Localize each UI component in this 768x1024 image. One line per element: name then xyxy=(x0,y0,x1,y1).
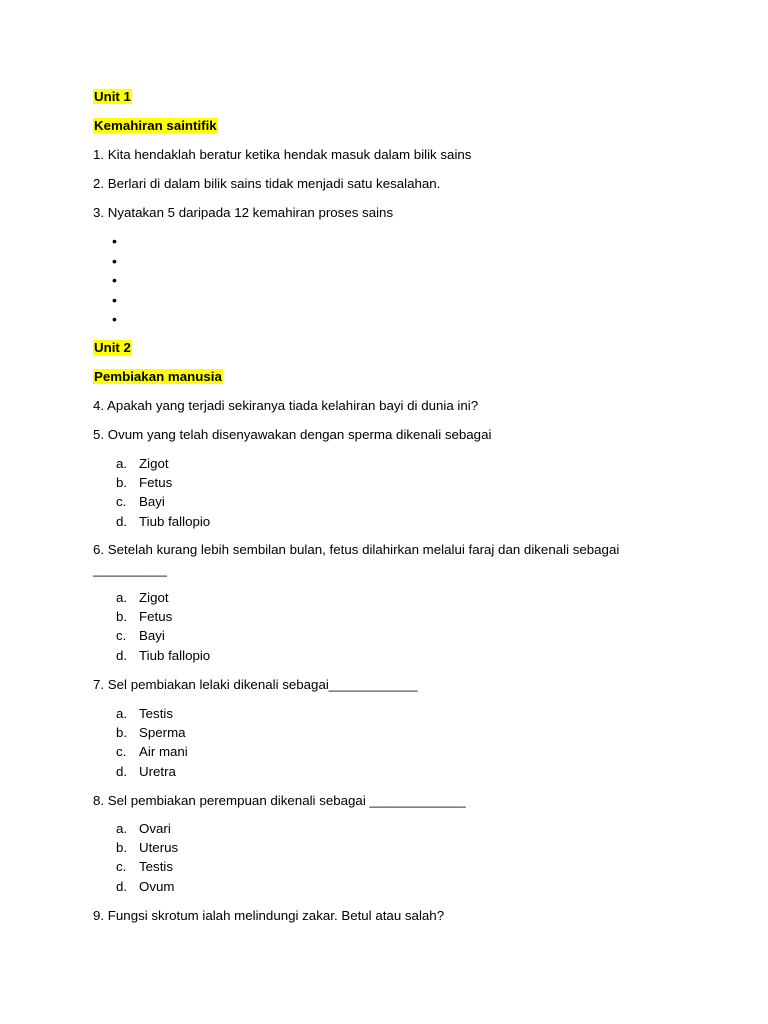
option-letter: d. xyxy=(116,647,128,663)
option-letter: a. xyxy=(116,590,128,605)
option-letter: c. xyxy=(116,628,127,644)
option-text: Fetus xyxy=(139,609,173,625)
question-1: 1. Kita hendaklah beratur ketika hendak masuk dalam bilik sains xyxy=(93,147,472,162)
option-text: Testis xyxy=(139,859,173,875)
option-text: Fetus xyxy=(139,475,173,491)
unit2-heading-line xyxy=(93,340,132,356)
question-8: 8. Sel pembiakan perempuan dikenali sebagai _____________ xyxy=(93,793,466,808)
option-letter: a. xyxy=(116,821,128,836)
option-text: Ovari xyxy=(139,821,171,836)
question-7: 7. Sel pembiakan lelaki dikenali sebagai____________ xyxy=(93,677,418,692)
option-item xyxy=(116,607,210,626)
option-letter: a. xyxy=(116,456,128,471)
option-text: Air mani xyxy=(139,744,188,760)
question-8-options xyxy=(116,819,178,896)
question-6: 6. Setelah kurang lebih sembilan bulan, fetus dilahirkan melalui faraj dan dikenali sebagai xyxy=(93,542,620,557)
option-text: Tiub fallopio xyxy=(139,513,211,529)
unit2-topic: Pembiakan manusia xyxy=(94,369,222,384)
option-letter: b. xyxy=(116,840,128,856)
question-6-options xyxy=(116,588,210,665)
unit1-heading-line xyxy=(93,89,132,105)
option-letter: c. xyxy=(116,744,127,760)
question-4: 4. Apakah yang terjadi sekiranya tiada kelahiran bayi di dunia ini? xyxy=(93,398,479,413)
question-6-blank: __________ xyxy=(93,562,167,577)
question-5: 5. Ovum yang telah disenyawakan dengan sperma dikenali sebagai xyxy=(93,427,492,442)
option-text: Zigot xyxy=(139,456,169,471)
unit2-heading: Unit 2 xyxy=(94,340,131,355)
option-item xyxy=(116,704,188,723)
option-item xyxy=(116,762,188,781)
option-text: Tiub fallopio xyxy=(139,647,211,663)
option-item xyxy=(116,877,178,896)
option-item xyxy=(116,626,210,645)
bullet-item: • xyxy=(112,291,117,308)
bullet-item: • xyxy=(112,311,117,327)
option-item xyxy=(116,454,210,473)
option-text: Zigot xyxy=(139,590,169,605)
option-letter: d. xyxy=(116,513,128,529)
question-5-options xyxy=(116,454,210,531)
option-text: Uterus xyxy=(139,840,179,856)
bullet-item: • xyxy=(112,233,117,249)
answer-bullet-list xyxy=(112,232,117,330)
option-item xyxy=(116,473,210,492)
option-text: Bayi xyxy=(139,494,165,510)
question-3: 3. Nyatakan 5 daripada 12 kemahiran proses sains xyxy=(93,205,394,220)
option-item xyxy=(116,742,188,761)
option-item xyxy=(116,588,210,607)
bullet-item: • xyxy=(112,272,117,288)
option-text: Uretra xyxy=(139,763,176,779)
option-letter: d. xyxy=(116,878,128,894)
option-text: Testis xyxy=(139,706,173,721)
option-item xyxy=(116,838,178,857)
bullet-item: • xyxy=(112,252,117,269)
option-item xyxy=(116,857,178,876)
option-letter: a. xyxy=(116,706,128,721)
option-item xyxy=(116,492,210,511)
option-letter: b. xyxy=(116,725,128,741)
option-item xyxy=(116,512,210,531)
question-2: 2. Berlari di dalam bilik sains tidak menjadi satu kesalahan. xyxy=(93,176,441,191)
option-letter: c. xyxy=(116,494,127,510)
question-7-options xyxy=(116,704,188,781)
option-item xyxy=(116,819,178,838)
option-letter: b. xyxy=(116,609,128,625)
option-text: Bayi xyxy=(139,628,165,644)
option-letter: b. xyxy=(116,475,128,491)
unit1-heading: Unit 1 xyxy=(94,89,131,104)
unit1-topic-line xyxy=(93,118,218,134)
unit1-topic: Kemahiran saintifik xyxy=(94,118,217,133)
option-letter: d. xyxy=(116,763,128,779)
option-letter: c. xyxy=(116,859,127,875)
option-text: Ovum xyxy=(139,878,175,894)
question-9: 9. Fungsi skrotum ialah melindungi zakar. Betul atau salah? xyxy=(93,908,445,923)
option-text: Sperma xyxy=(139,725,186,741)
option-item xyxy=(116,723,188,742)
unit2-topic-line xyxy=(93,369,223,385)
option-item xyxy=(116,646,210,665)
